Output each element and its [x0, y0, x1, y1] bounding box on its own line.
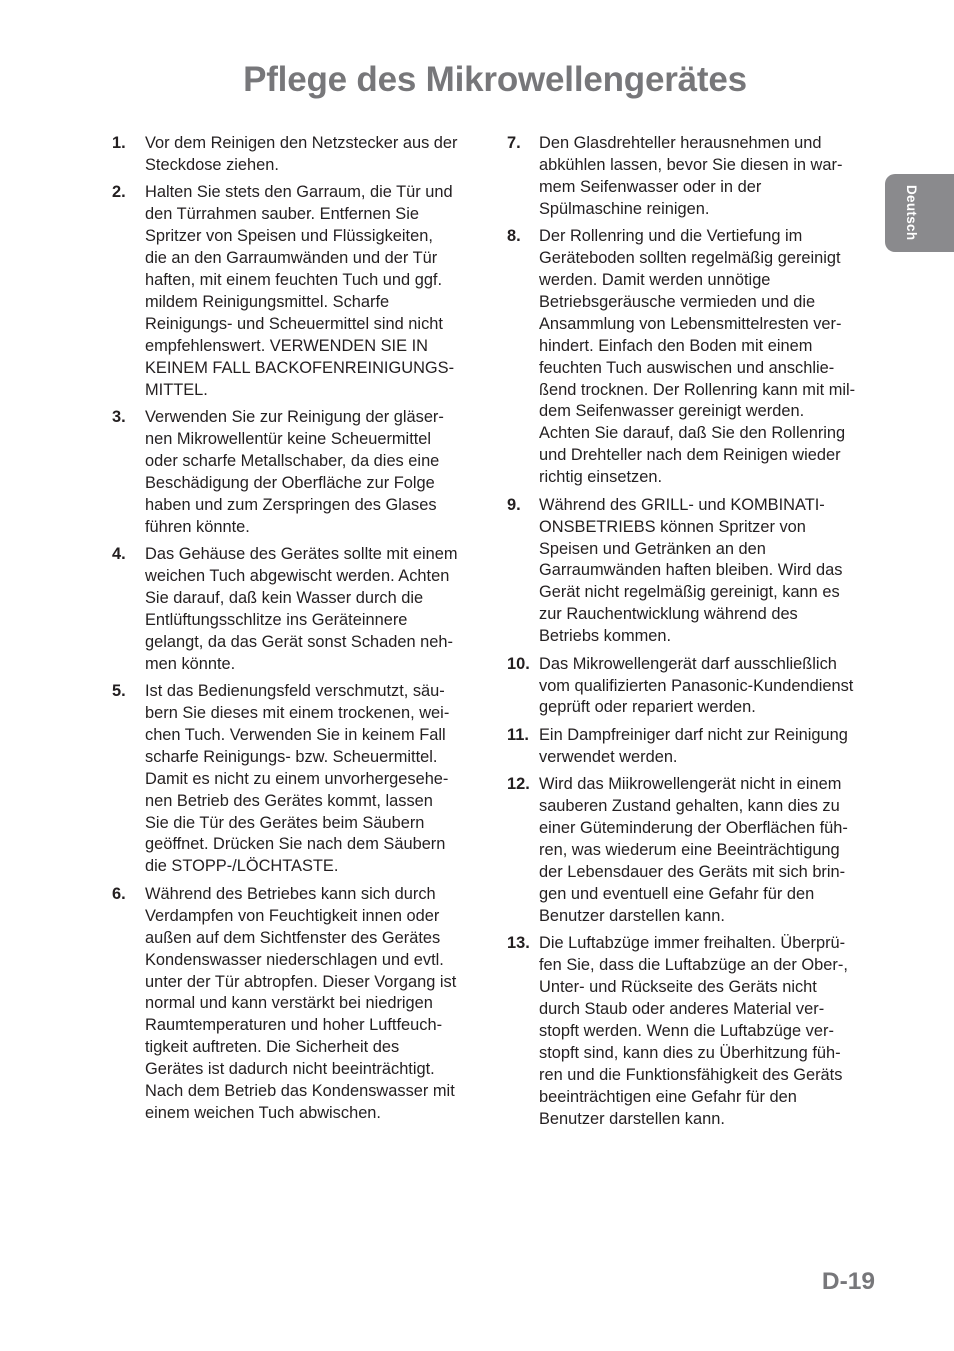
item-number: 11.: [507, 725, 529, 744]
list-item: [507, 495, 881, 648]
item-text: Der Rollenring und die Vertiefung im Geräteboden sollten regelmäßig gereinigt werden. Damit werden unnötige Betriebsgeräusche vermieden und die Ansammlung von Lebensmittelresten ver- hindert. Einfach den Boden mit einem feuchten Tuch auswischen und anschlie- ßend trocknen. Der Rollenring kann mit mil- dem Seifenwasser gereinigt werden. Achten Sie darauf, daß Sie den Rollenring und Drehteller nach dem Reinigen wieder richtig einsetzen.: [539, 227, 856, 487]
list-item: [507, 725, 881, 769]
item-number: 5.: [112, 682, 126, 701]
item-text: Ist das Bedienungsfeld verschmutzt, säu- bern Sie dieses mit einem trockenen, wei- chen Tuch. Verwenden Sie in keinem Fall scharfe Reinigungs- bzw. Scheuermittel. Damit es nicht zu einem unvorhergesehe- nen Betrieb des Gerätes kommt, lassen Sie die Tür des Gerätes beim Säubern geöffnet. Drücken Sie nach dem Säubern die STOPP-/LÖCHTASTE.: [145, 682, 450, 876]
left-column: [112, 133, 484, 1130]
item-number: 1.: [112, 134, 126, 152]
list-item: [507, 226, 881, 489]
item-text: Vor dem Reinigen den Netzstecker aus der Steckdose ziehen.: [145, 134, 458, 174]
item-text: Halten Sie stets den Garraum, die Tür und den Türrahmen sauber. Entfernen Sie Spritzer von Speisen und Flüssigkeiten, die an den Garraumwänden und der Tür haften, mit einem feuchten Tuch und ggf. mildem Reinigungsmittel. Scharfe Reinigungs- und Scheuermittel sind nicht empfehlenswert. VERWENDEN SIE IN KEINEM FALL BACKOFENREINIGUNGS- MITTEL.: [145, 183, 455, 399]
right-column: [507, 133, 881, 1136]
item-number: 8.: [507, 227, 521, 246]
list-item: [507, 654, 881, 720]
item-number: 10.: [507, 654, 530, 673]
item-text: Während des Betriebes kann sich durch Verdampfen von Feuchtigkeit innen oder außen auf dem Sichtfenster des Gerätes Kondenswasser niederschlagen und evtl. unter der Tür abtropfen. Dieser Vorgang ist normal und kann verstärkt bei niedrigen Raumtemperaturen und hoher Luftfeuch- tigkeit auftreten. Die Sicherheit des Gerätes ist dadurch nicht beeinträchtigt. Nach dem Betrieb das Kondenswasser mit einem weichen Tuch abwischen.: [145, 884, 457, 1122]
item-text: Verwenden Sie zur Reinigung der gläser- nen Mikrowellentür keine Scheuermittel oder scharfe Metallschaber, da dies eine Beschädigung der Oberfläche zur Folge haben und zum Zerspringen des Glases führen könnte.: [145, 408, 444, 536]
item-text: Das Mikrowellengerät darf ausschließlich vom qualifizierten Panasonic-Kundendienst geprüft oder repariert werden.: [539, 654, 854, 717]
list-item: [112, 544, 484, 675]
item-text: Während des GRILL- und KOMBINATI- ONSBETRIEBS können Spritzer von Speisen und Getränken an den Garraumwänden haften bleiben. Wird das Gerät nicht regelmäßig gereinigt, kann es zur Rauchentwicklung während des Betriebs kommen.: [539, 495, 843, 646]
list-item: [507, 933, 881, 1130]
item-number: 9.: [507, 495, 521, 514]
list-item: [112, 681, 484, 878]
item-text: Die Luftabzüge immer freihalten. Überprü- fen Sie, dass die Luftabzüge an der Ober-, Unter- und Rückseite des Geräts nicht durch Staub oder anderes Material ver- stopft werden. Wenn die Luftabzüge ver- stopft sind, kann dies zu Überhitzung füh- ren und die Funktionsfähigkeit des Geräts beeinträchtigen eine Gefahr für den Benutzer darstellen kann.: [539, 934, 848, 1128]
item-number: 13.: [507, 934, 530, 953]
item-number: 6.: [112, 884, 126, 903]
item-number: 4.: [112, 545, 126, 564]
item-number: 12.: [507, 775, 530, 794]
item-number: 2.: [112, 183, 126, 202]
list-item: [112, 884, 484, 1125]
page-title: Pflege des Mikrowellengerätes: [243, 60, 747, 99]
language-tab: [885, 174, 954, 252]
item-text: Wird das Miikrowellengerät nicht in einem sauberen Zustand gehalten, kann dies zu einer Güteminderung der Oberflächen füh- ren, was wiederum eine Beeinträchtigung der Lebensdauer des Geräts mit sich brin- gen und eventuell eine Gefahr für den Benutzer darstellen kann.: [539, 775, 848, 925]
list-item: [507, 774, 881, 927]
language-tab-label: Deutsch: [904, 185, 919, 241]
list-item: [507, 133, 881, 221]
item-text: Ein Dampfreiniger darf nicht zur Reinigung verwendet werden.: [539, 725, 848, 766]
list-item: [112, 133, 484, 177]
page-number: D-19: [821, 1268, 875, 1295]
item-number: 7.: [507, 134, 521, 152]
item-text: Den Glasdrehteller herausnehmen und abkühlen lassen, bevor Sie diesen in war- mem Seifenwasser oder in der Spülmaschine reinigen.: [539, 134, 843, 218]
list-item: [112, 407, 484, 538]
list-item: [112, 182, 484, 401]
item-text: Das Gehäuse des Gerätes sollte mit einem weichen Tuch abgewischt werden. Achten Sie darauf, daß kein Wasser durch die Entlüftungsschlitze ins Geräteinnere gelangt, da das Gerät sonst Schaden neh- men könnte.: [145, 545, 458, 673]
item-number: 3.: [112, 408, 126, 427]
